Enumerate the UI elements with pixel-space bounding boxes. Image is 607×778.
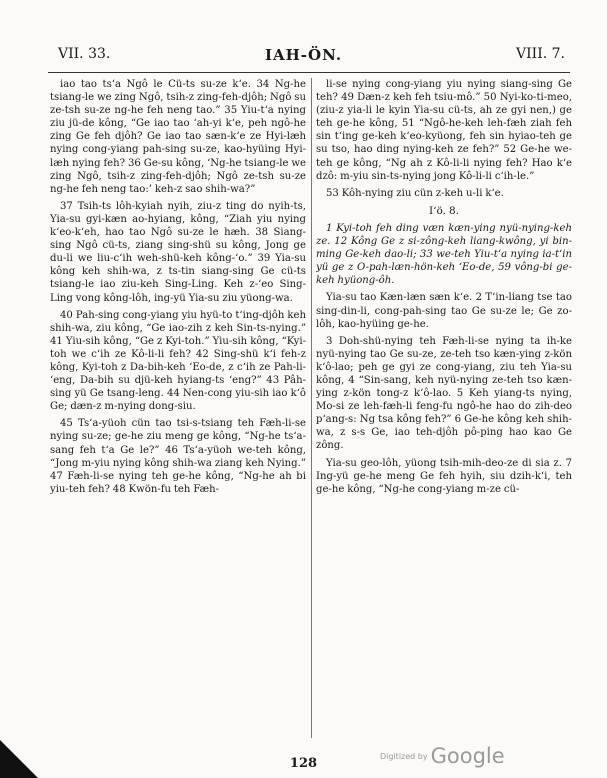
- header-left-reference: VII. 33.: [58, 46, 111, 62]
- header-book-title: IAH-ÖN.: [264, 46, 343, 64]
- paragraph: li-se nying cong-yiang yiu nying siang-sing Ge teh? 49 Dæn-z keh feh tsiu-mô.” 50 Nyi-ko-ti-meo, (ziu-z yia-li le kyin Yia-su cü-ts, ah ze gyi nen,) ge teh ge-he kông, 51 “Ngô-he-keh leh-fæh ziah feh sin tʻing ge-keh kʻeo-kyüong, feh sin hyiao-teh ge su tso, hao ding nying-keh ze feh?” 52 Ge-he we-teh ge kông, “Ng ah z Kô-li-li nying feh? Hao kʻe dzô: m-yiu sin-ts-nying jong Kô-li-li cʻih-le.”: [316, 79, 572, 182]
- paragraph: 53 Kôh-nying ziu cün z-keh u-li kʻe.: [326, 187, 504, 199]
- paragraph: Yia-su tao Kæn-læn sæn kʻe. 2 Tʻin-liang tse tao sing-din-li, cong-pah-sing tao Ge su-ze le; Ge zo-lôh, kao-hyüing ge-he.: [316, 292, 572, 330]
- column-divider: [311, 78, 312, 738]
- paragraph: 3 Doh-shü-nying teh Fæh-li-se nying ta ih-ke nyü-nying tao Ge su-ze, ze-teh tso kæn-ying z-kön kʻô-lao; peh ge gyi ze cong-yiang, ziu teh Yia-su kông, 4 “Sin-sang, keh nyü-nying ze-teh tso kæn-ying z-kön tong-z kʻô-lao. 5 Keh yiang-ts nying, Mo-si ze leh-fæh-li feng-fu ngô-he hao do zih-deo pʻang-s: Ng tsa kông feh?” 6 Ge-he kông keh shih-wa, z s-s Ge, iao teh-djôh pô-ping hao kao Ge zông.: [316, 335, 572, 452]
- paragraph: 45 Tsʻa-yüoh cün tao tsi-s-tsiang teh Fæh-li-se nying su-ze; ge-he ziu meng ge kông, “Ng-he tsʻa-sang feh tʻa Ge le?” 46 Tsʻa-yüoh we-teh kông, “Jong m-yiu nying kông shih-wa ziang keh Nying.” 47 Fæh-li-se nying teh ge-he kông, “Ng-he ah bi yiu-teh feh? 48 Kwön-fu teh Fæh-: [50, 418, 306, 495]
- google-logo: Google: [430, 744, 505, 768]
- page-corner-mark: [0, 740, 38, 778]
- watermark-caption: Digitized by: [380, 751, 428, 761]
- paragraph: iao tao tsʻa Ngô le Cü-ts su-ze kʻe. 34 Ng-he tsiang-le we zing Ngô, tsih-z zing-feh-djôh; Ngô su ze-tsh su-ze ng-he feh neng tao.” 35 Yiu-tʻa nying ziu jü-de kông, “Ge iao tao ʻah-yi kʻe, peh ngô-he zing Ge feh djôh? Ge iao tao sæn-kʻe ze Hyi-læh nying cong-yiang pah-sing su-ze, kao-hyüing Hyi-læh nying feh? 36 Ge-su kông, ‘Ng-he tsiang-le we zing Ngô, tsih-z zing-feh-djôh; Ngô ze-tsh su-ze ng-he feh neng tao:’ keh-z sao shih-wa?”: [50, 79, 306, 195]
- chapter-summary: 1 Kyi-toh feh ding væn kæn-ying nyü-nying-keh ze. 12 Kông Ge z si-zông-keh liang-kwông, yi bin-ming Ge-keh dao-li; 33 we-teh Yiu-tʻa nying ia-tʻin yü ge z O-pah-læn-hön-keh ʻEo-de, 59 vông-bi ge-keh hyüong-ôh.: [316, 222, 572, 287]
- chapter-heading: Iʻö. 8.: [428, 204, 460, 217]
- left-column: [50, 78, 306, 750]
- paragraph: 40 Pah-sing cong-yiang yiu hyü-to tʻing-djôh keh shih-wa, ziu kông, “Ge iao-zih z keh Sin-ts-nying.” 41 Yiu-sih kông, “Ge z Kyi-toh.” Yiu-sih kông, “Kyi-toh we cʻih ze Kô-li-li feh? 42 Sing-shü kʻi feh-z kông, Kyi-toh z Da-bih-keh ʻEo-de, z cʻih ze Pah-li-ʻeng, Da-bih su djü-keh hyiang-ts ʻeng?” 43 Pâh-sing yü Ge tsang-leng. 44 Nen-cong yiu-sih iao kʻô Ge; dæn-z m-nying dong-siu.: [50, 309, 306, 413]
- header-rule: [48, 72, 570, 73]
- right-column: [316, 78, 572, 728]
- paragraph: Yia-su geo-lôh, yüong tsih-mih-deo-ze di sia z. 7 Ing-yü ge-he meng Ge feh hyih, siu dzih-kʻi, teh ge-he kông, “Ng-he cong-yiang m-ze cü-: [316, 457, 572, 495]
- google-watermark: [380, 744, 505, 768]
- header-right-reference: VIII. 7.: [516, 46, 565, 62]
- page-number: 128: [289, 756, 318, 771]
- paragraph: 37 Tsih-ts lôh-kyiah nyih, ziu-z ting do nyih-ts, Yia-su gyi-kæn ao-hyiang, kông, “Ziah yiu nying kʻeo-kʻeh, hao tao Ngô su-ze le hæh. 38 Siang-sing Ngô cü-ts, ziang sing-shü su kông, Jong ge du-li we liu-cʻih weh-shü-keh kông-ʻo.” 39 Yia-su kông keh shih-wa, z ts-tin siang-sing Ge cü-ts tsiang-le iao ziu-keh Sing-Ling. Keh z-ʻeo Sing-Ling vong kông-lôh, ing-yü Yia-su ziu yüong-wa.: [50, 200, 306, 304]
